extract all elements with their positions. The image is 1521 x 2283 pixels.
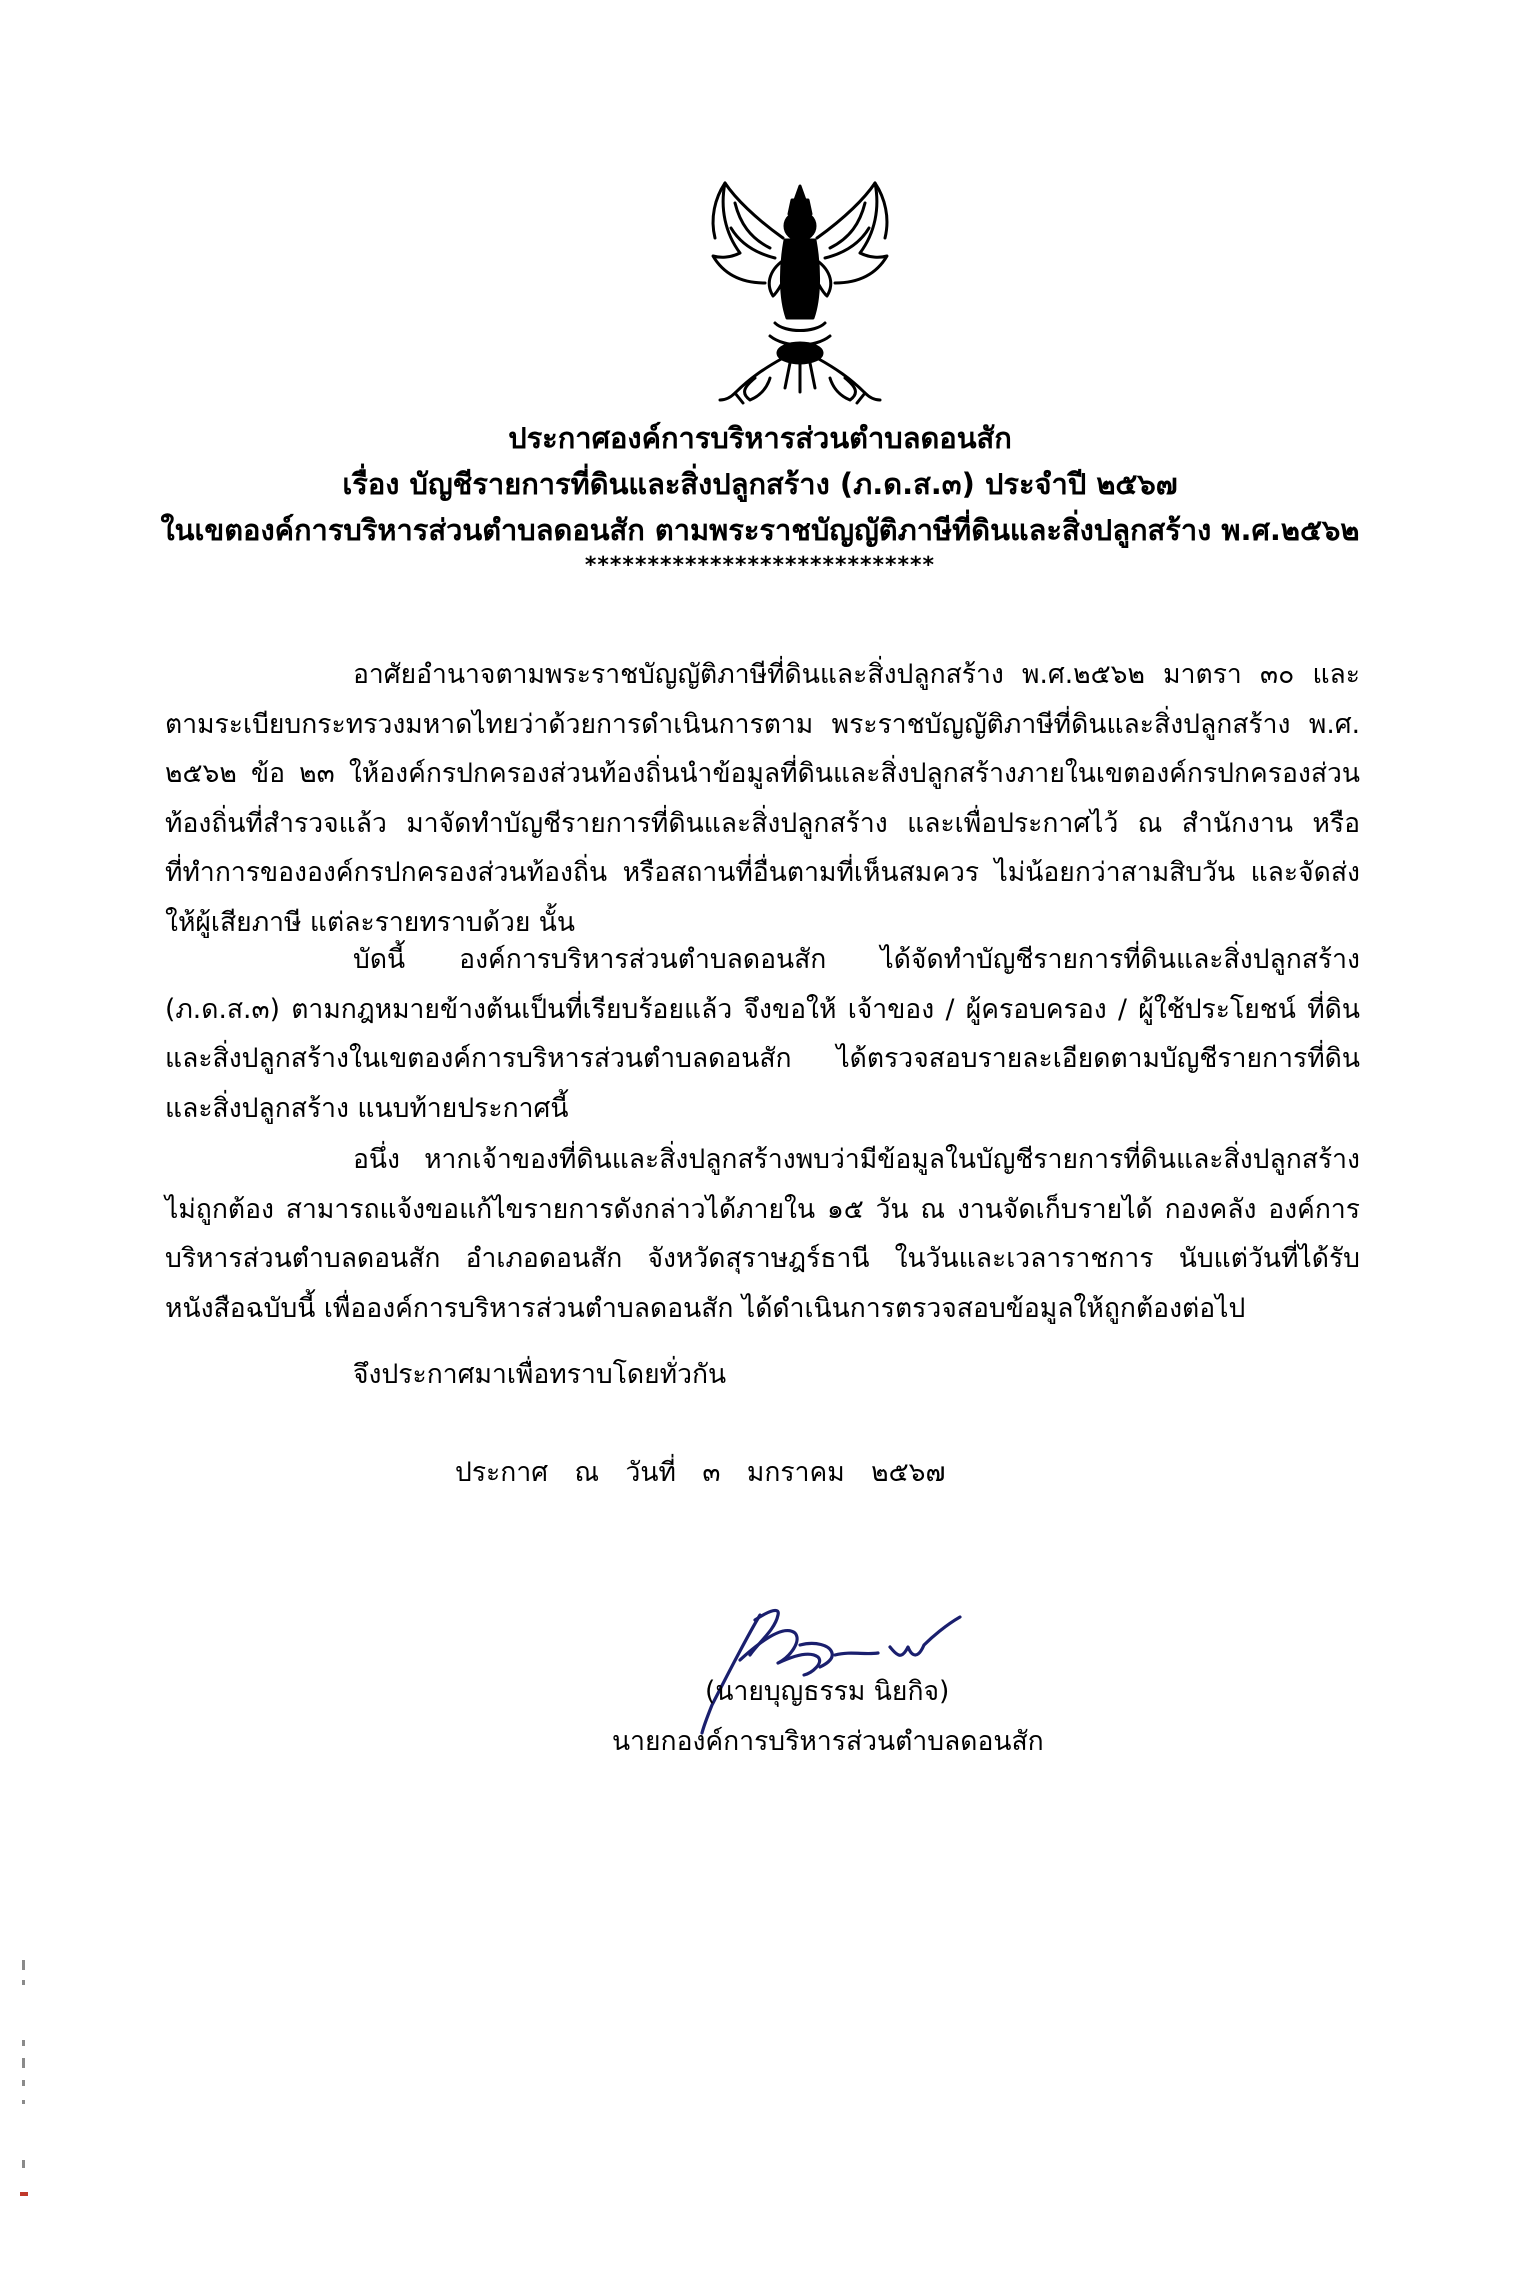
title-separator: **************************** xyxy=(584,553,936,578)
announcement-scope: ในเขตองค์การบริหารส่วนตำบลดอนสัก ตามพระราชบัญญัติภาษีที่ดินและสิ่งปลูกสร้าง พ.ศ.๒๕๖๒ xyxy=(160,513,1360,547)
signatory-name: (นายบุญธรรม นิยกิจ) xyxy=(705,1676,950,1707)
announcement-date: ประกาศ ณ วันที่ ๓ มกราคม ๒๕๖๗ xyxy=(455,1457,946,1488)
announcement-subject: เรื่อง บัญชีรายการที่ดินและสิ่งปลูกสร้าง (ภ.ด.ส.๓) ประจำปี ๒๕๖๗ xyxy=(342,467,1178,501)
garuda-emblem-icon xyxy=(695,178,905,408)
signatory-position: นายกองค์การบริหารส่วนตำบลดอนสัก xyxy=(612,1726,1044,1757)
title-block xyxy=(160,415,1360,579)
paragraph-authority: อาศัยอำนาจตามพระราชบัญญัติภาษีที่ดินและสิ่งปลูกสร้าง พ.ศ.๒๕๖๒ มาตรา ๓๐ และตามระเบียบกระทรวงมหาดไทยว่าด้วยการดำเนินการตาม พระราชบัญญัติภาษีที่ดินและสิ่งปลูกสร้าง พ.ศ. ๒๕๖๒ ข้อ ๒๓ ให้องค์กรปกครองส่วนท้องถิ่นนำข้อมูลที่ดินและสิ่งปลูกสร้างภายในเขตองค์กรปกครองส่วนท้องถิ่นที่สำรวจแล้ว มาจัดทำบัญชีรายการที่ดินและสิ่งปลูกสร้าง และเพื่อประกาศไว้ ณ สำนักงาน หรือที่ทำการขององค์กรปกครองส่วนท้องถิ่น หรือสถานที่อื่นตามที่เห็นสมควร ไม่น้อยกว่าสามสิบวัน และจัดส่งให้ผู้เสียภาษี แต่ละรายทราบด้วย นั้น xyxy=(165,659,1360,938)
scan-edge-marks xyxy=(18,1960,38,2210)
paragraph-notice: บัดนี้ องค์การบริหารส่วนตำบลดอนสัก ได้จัดทำบัญชีรายการที่ดินและสิ่งปลูกสร้าง (ภ.ด.ส.๓) ตามกฎหมายข้างต้นเป็นที่เรียบร้อยแล้ว จึงขอให้ เจ้าของ / ผู้ครอบครอง / ผู้ใช้ประโยชน์ ที่ดินและสิ่งปลูกสร้างในเขตองค์การบริหารส่วนตำบลดอนสัก ได้ตรวจสอบรายละเอียดตามบัญชีรายการที่ดินและสิ่งปลูกสร้าง แนบท้ายประกาศนี้ xyxy=(165,944,1360,1124)
closing-statement: จึงประกาศมาเพื่อทราบโดยทั่วกัน xyxy=(353,1359,727,1390)
handwritten-signature xyxy=(700,1585,990,1735)
announcement-title: ประกาศองค์การบริหารส่วนตำบลดอนสัก xyxy=(508,421,1012,455)
paragraph-correction: อนึ่ง หากเจ้าของที่ดินและสิ่งปลูกสร้างพบว่ามีข้อมูลในบัญชีรายการที่ดินและสิ่งปลูกสร้าง ไม่ถูกต้อง สามารถแจ้งขอแก้ไขรายการดังกล่าวได้ภายใน ๑๕ วัน ณ งานจัดเก็บรายได้ กองคลัง องค์การบริหารส่วนตำบลดอนสัก อำเภอดอนสัก จังหวัดสุราษฎร์ธานี ในวันและเวลาราชการ นับแต่วันที่ได้รับหนังสือฉบับนี้ เพื่อองค์การบริหารส่วนตำบลดอนสัก ได้ดำเนินการตรวจสอบข้อมูลให้ถูกต้องต่อไป xyxy=(165,1144,1360,1324)
